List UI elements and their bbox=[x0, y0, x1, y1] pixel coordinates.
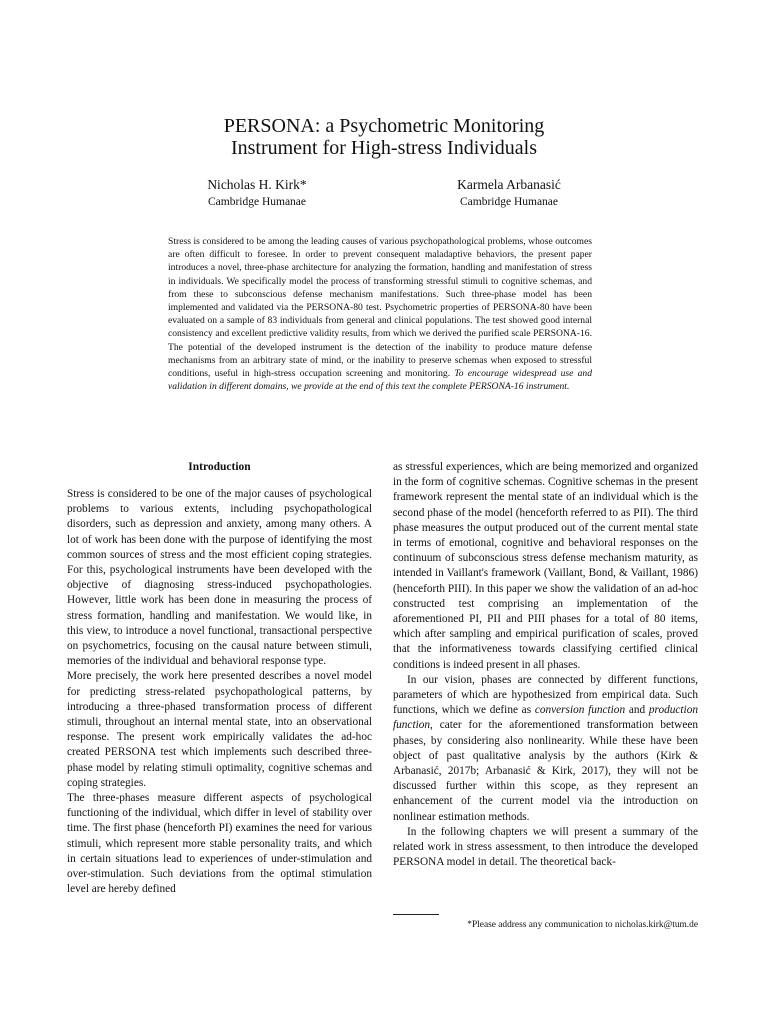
paragraph: as stressful experiences, which are being memorized and organized in the form of cognitive schemas. Cognitive schemas in the present framework represent the mental state of an individual which is the second phase of the model (henceforth referred to as PII). The third phase measures the output produced out of the current mental state in terms of emotional, cognitive and behavioral responses on the continuum of subconscious stress defense mechanism maturity, as intended in Vaillant's framework (Vaillant, Bond, & Vaillant, 1986) (henceforth PIII). In this paper we show the validation of an ad-hoc constructed test comprising an implementation of the aforementioned PI, PII and PIII phases for a total of 80 items, which after sampling and empirical purification of scales, proved that the informativeness towards classifying certified clinical conditions is indeed present in all phases. bbox=[393, 461, 698, 671]
section-heading-introduction: Introduction bbox=[188, 461, 251, 473]
paragraph: The three-phases measure different aspects of psychological functioning of the individual, which differ in level of stability over time. The first phase (henceforth PI) examines the need for various stimuli, which represent more stable personality traits, and which in certain situations lead to experiences of under-stimulation and over-stimulation. Such deviations from the optimal stimulation level are hereby defined bbox=[67, 792, 372, 896]
paper-title bbox=[0, 115, 768, 159]
title-line-1: PERSONA: a Psychometric Monitoring bbox=[223, 115, 545, 137]
author-name: Karmela Arbanasić bbox=[457, 177, 561, 192]
footnote-rule bbox=[393, 914, 439, 915]
author-block-1 bbox=[137, 176, 377, 210]
author-affiliation: Cambridge Humanae bbox=[459, 196, 559, 208]
author-block-2 bbox=[389, 176, 629, 210]
author-name: Nicholas H. Kirk* bbox=[207, 177, 307, 192]
text-run: In our vision, phases are connected by different functions, parameters of which are hypothesized from empirical data. Such functions, which we define as bbox=[393, 673, 698, 717]
footnote: *Please address any communication to nicholas.kirk@tum.de bbox=[467, 920, 698, 930]
text-run: and bbox=[625, 704, 649, 717]
text-run: , cater for the aforementioned transformation between phases, by considering also nonlinearity. While these have been object of past qualitative analysis by the authors (Kirk & Arbanasić, 2017b; Arbanasić & Kirk, 2017), they will not be discussed further within this scope, as they represent an enhancement of the current model via the introduction on nonlinear estimation methods. bbox=[393, 719, 698, 823]
abstract bbox=[168, 235, 592, 393]
paragraph: More precisely, the work here presented describes a novel model for predicting stress-related psychopathological patterns, by introducing a three-phased transformation process of different stimuli, throughout an internal mental state, into an observational response. The present work empirically validates the ad-hoc created PERSONA test which implements such described three-phase model by relating stimuli optimality, cognitive schemas and coping strategies. bbox=[67, 670, 372, 789]
title-line-2: Instrument for High-stress Individuals bbox=[230, 137, 538, 159]
term-conversion-function: conversion function bbox=[534, 704, 626, 717]
paragraph: Stress is considered to be one of the major causes of psychological problems to various extents, including psychopathological disorders, such as depression and anxiety, among many others. A lot of work has been done with the purpose of identifying the most common sources of stress and the most efficient coping strategies. For this, psychological instruments have been developed with the objective of diagnosing stress-induced psychopathologies. However, little work has been done in measuring the process of stress formation, handling and manifestation. We would like, in this view, to introduce a novel functional, transactional perspective on psychometrics, focusing on the causal nature between stimuli, memories of the individual and behavioral response type. bbox=[67, 488, 372, 668]
term-production-function: production function bbox=[393, 704, 698, 732]
abstract-italic-note: To encourage widespread use and validation in different domains, we provide at the end of this text the complete PERSONA-16 instrument. bbox=[168, 368, 592, 393]
abstract-text: Stress is considered to be among the leading causes of various psychopathological problems, whose outcomes are often difficult to foresee. In order to prevent consequent maladaptive behaviors, the present paper introduces a novel, three-phase architecture for analyzing the formation, handling and manifestation of stress in individuals. We specifically model the process of transforming stressful stimuli to cognitive schemas, and from these to subconscious defense mechanism manifestations. Such three-phase model has been implemented and validated via the PERSONA-80 test. Psychometric properties of PERSONA-80 have been evaluated on a sample of 83 individuals from general and clinical populations. The test showed good internal consistency and excellent predictive validity results, from which we derived the purified scale PERSONA-16. The potential of the developed instrument is the detection of the inability to produce mature defense mechanisms from an arbitrary state of mind, or the inability to preserve schemas when exposed to stressful conditions, useful in high-stress occupation screening and monitoring. bbox=[168, 236, 592, 380]
paragraph bbox=[393, 673, 698, 825]
right-column bbox=[393, 460, 698, 870]
left-column bbox=[67, 460, 372, 897]
author-affiliation: Cambridge Humanae bbox=[207, 196, 307, 208]
paragraph: In the following chapters we will present a summary of the related work in stress assessment, to then introduce the developed PERSONA model in detail. The theoretical back- bbox=[393, 825, 698, 869]
